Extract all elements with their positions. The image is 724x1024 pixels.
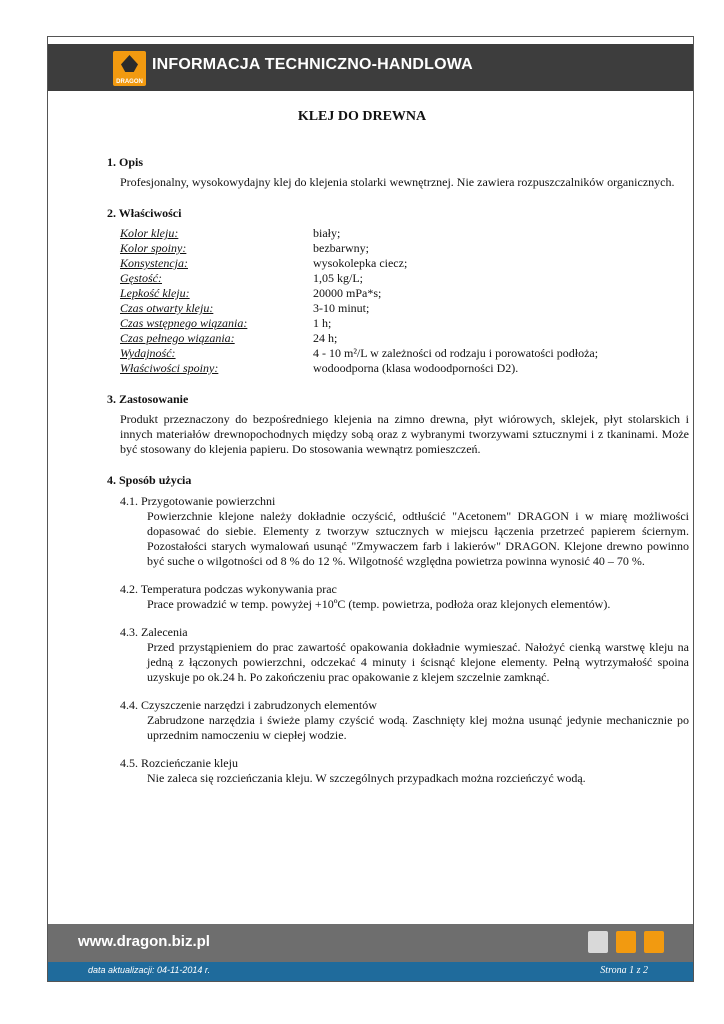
footer-bar [48, 924, 693, 962]
property-label: Lepkość kleju: [120, 286, 190, 300]
property-label: Czas wstępnego wiązania: [120, 316, 248, 330]
property-row [120, 226, 689, 241]
footer-url: www.dragon.biz.pl [78, 933, 210, 950]
usage-step [120, 494, 689, 569]
document-title: KLEJ DO DREWNA [297, 109, 427, 124]
property-value: 20000 mPa*s; [313, 286, 382, 300]
property-value: 1 h; [313, 316, 332, 330]
properties-list [120, 226, 689, 376]
property-label: Właściwości spoiny: [120, 361, 219, 375]
dragon-logo [113, 51, 146, 86]
property-label: Gęstość: [120, 271, 162, 285]
section-text: Profesjonalny, wysokowydajny klej do klejenia stolarki wewnętrznej. Nie zawiera rozpuszczalników organicznych. [120, 175, 675, 189]
bottom-bar [48, 962, 693, 981]
property-row [120, 331, 689, 346]
header-bar [48, 44, 693, 91]
dragon-mark-icon [121, 55, 138, 72]
section-zastosowanie [107, 392, 689, 457]
usage-step-body: Nie zaleca się rozcieńczania kleju. W szczególnych przypadkach można rozcieńczyć wodą. [147, 771, 586, 785]
property-label: Czas otwarty kleju: [120, 301, 214, 315]
property-row [120, 256, 689, 271]
property-value: 4 - 10 m²/L w zależności od rodzaju i porowatości podłoża; [313, 346, 599, 360]
section-heading: 2. Właściwości [107, 206, 182, 220]
section-sposob-uzycia [107, 473, 689, 786]
property-row [120, 286, 689, 301]
property-row [120, 271, 689, 286]
section-heading: 4. Sposób użycia [107, 473, 192, 487]
footer-square-orange [616, 931, 636, 953]
property-value: 3-10 minut; [313, 301, 370, 315]
property-row [120, 301, 689, 316]
section-heading: 3. Zastosowanie [107, 392, 189, 406]
section-opis [107, 155, 689, 190]
page-number: Strona 1 z 2 [600, 965, 648, 976]
property-value: 24 h; [313, 331, 338, 345]
section-wlasciwosci [107, 206, 689, 376]
usage-step-body: Zabrudzone narzędzia i świeże plamy czyścić wodą. Zaschnięty klej można usunąć jedynie mechanicznie po uprzednim namoczeniu w ciepłej wodzie. [147, 713, 689, 742]
usage-step [120, 625, 689, 685]
footer-square-grey [588, 931, 608, 953]
usage-step-title: 4.1. Przygotowanie powierzchni [120, 494, 276, 508]
property-value: wodoodporna (klasa wodoodporności D2). [313, 361, 519, 375]
usage-step-title: 4.2. Temperatura podczas wykonywania prac [120, 582, 337, 596]
usage-step-title: 4.3. Zalecenia [120, 625, 188, 639]
property-label: Wydajność: [120, 346, 176, 360]
property-row [120, 241, 689, 256]
property-label: Konsystencja: [120, 256, 188, 270]
property-label: Kolor kleju: [120, 226, 179, 240]
property-value: biały; [313, 226, 341, 240]
usage-steps [107, 494, 689, 786]
content [107, 155, 689, 786]
usage-step-body: Powierzchnie klejone należy dokładnie oczyścić, odtłuścić "Acetonem" DRAGON i w miarę możliwości dopasować do siebie. Elementy z tworzyw sztucznych w miejscu łączenia przetrzeć papierem ściernym. Pozostałości starych wymalowań usunąć "Zmywaczem farb i lakierów" DRAGON. Klejone drewno powinno być suche o wilgotności od 8 % do 12 %. Wilgotność względna powietrza powinna wynosić 40 – 70 %. [147, 509, 689, 568]
header-title: INFORMACJA TECHNICZNO-HANDLOWA [152, 56, 473, 73]
usage-step-title: 4.5. Rozcieńczanie kleju [120, 756, 238, 770]
usage-step-body: Prace prowadzić w temp. powyżej +10ºC (temp. powietrza, podłoża oraz klejonych elementów). [147, 597, 611, 611]
logo-text: DRAGON [116, 79, 143, 85]
section-heading: 1. Opis [107, 155, 144, 169]
property-label: Kolor spoiny: [120, 241, 187, 255]
usage-step [120, 756, 689, 786]
update-date: data aktualizacji: 04-11-2014 r. [88, 965, 211, 975]
property-row [120, 361, 689, 376]
usage-step-title: 4.4. Czyszczenie narzędzi i zabrudzonych elementów [120, 698, 377, 712]
usage-step [120, 698, 689, 743]
footer-square-orange [644, 931, 664, 953]
section-text: Produkt przeznaczony do bezpośredniego klejenia na zimno drewna, płyt wiórowych, sklejek, płyt stolarskich i innych materiałów drewnopochodnych między sobą oraz z wybranymi tworzywami sztucznymi i z tkaninami. Może być stosowany do klejenia papieru. Do stosowania wewnątrz pomieszczeń. [120, 412, 689, 456]
property-value: bezbarwny; [313, 241, 369, 255]
usage-step [120, 582, 689, 612]
property-row [120, 316, 689, 331]
usage-step-body: Przed przystąpieniem do prac zawartość opakowania dokładnie wymieszać. Nałożyć cienką warstwę kleju na jedną z łączonych powierzchni, odczekać 4 minuty i ścisnąć klejone elementy. Pełną wytrzymałość spoina uzyskuje po ok.24 h. Po zakończeniu prac opakowanie z klejem szczelnie zamknąć. [147, 640, 689, 684]
property-value: wysokolepka ciecz; [313, 256, 408, 270]
property-row [120, 346, 689, 361]
property-value: 1,05 kg/L; [313, 271, 363, 285]
property-label: Czas pełnego wiązania: [120, 331, 235, 345]
